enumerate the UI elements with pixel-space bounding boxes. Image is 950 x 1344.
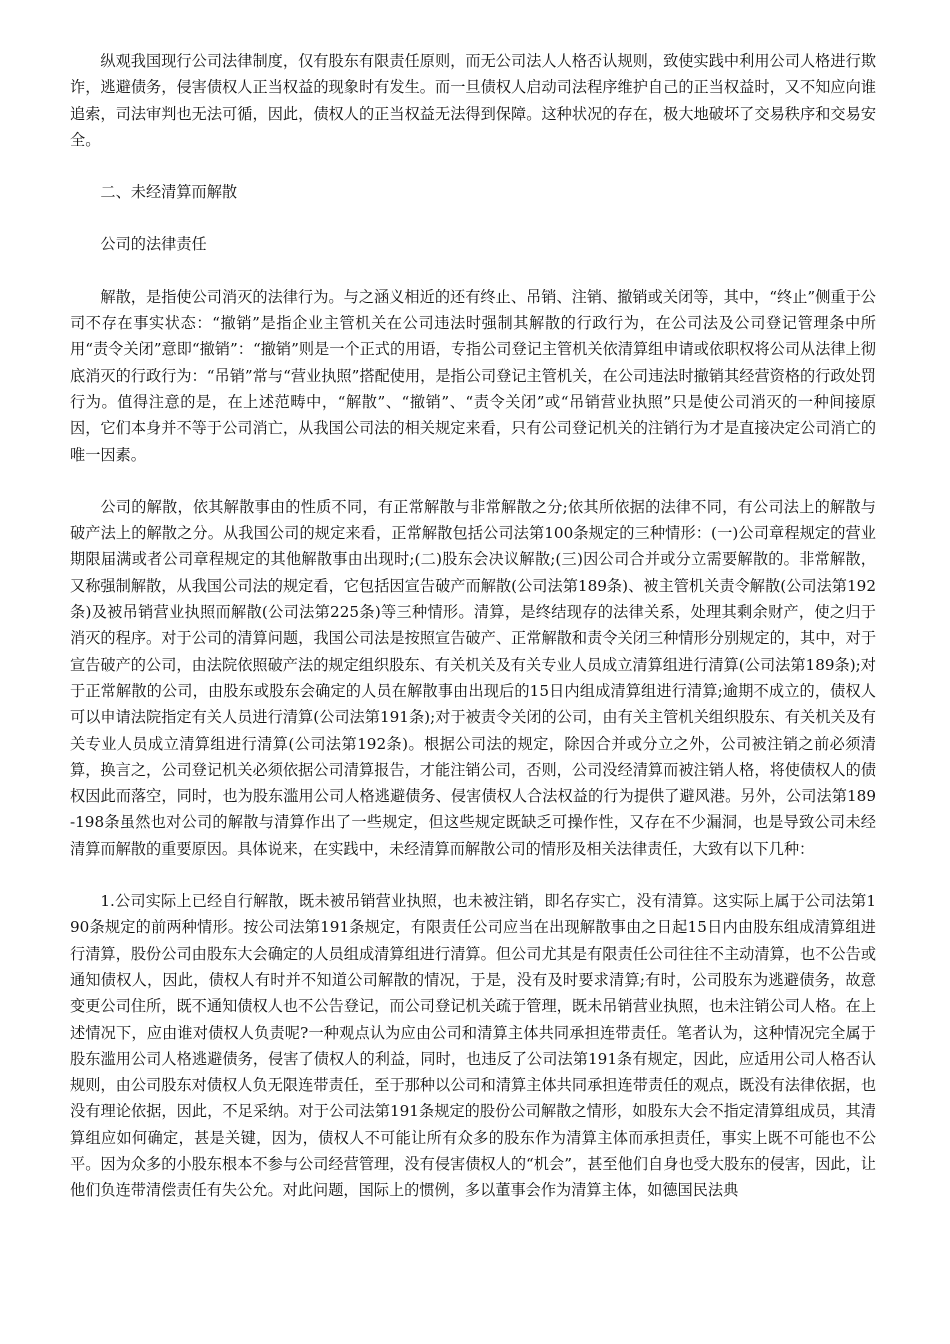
- dissolution-types-paragraph: 公司的解散，依其解散事由的性质不同，有正常解散与非常解散之分;依其所依据的法律不同，有公司法上的解散与破产法上的解散之分。从我国公司的规定来看，正常解散包括公司法第100条规定的三种情形：(一)公司章程规定的营业期限届满或者公司章程规定的其他解散事由出现时;(二)股东会决议解散;(三)因公司合并或分立需要解散的。非常解散，又称强制解散，从我国公司法的规定看，它包括因宣告破产而解散(公司法第189条)、被主管机关责令解散(公司法第192条)及被吊销营业执照而解散(公司法第225条)等三种情形。清算，是终结现存的法律关系，处理其剩余财产，使之归于消灭的程序。对于公司的清算问题，我国公司法是按照宣告破产、正常解散和责令关闭三种情形分别规定的，其中，对于宣告破产的公司，由法院依照破产法的规定组织股东、有关机关及有关专业人员成立清算组进行清算(公司法第189条);对于正常解散的公司，由股东或股东会确定的人员在解散事由出现后的15日内组成清算组进行清算;逾期不成立的，债权人可以申请法院指定有关人员进行清算(公司法第191条);对于被责令关闭的公司，由有关主管机关组织股东、有关机关及有关专业人员成立清算组进行清算(公司法第192条)。根据公司法的规定，除因合并或分立之外，公司被注销之前必须清算，换言之，公司登记机关必须依据公司清算报告，才能注销公司，否则，公司没经清算而被注销人格，将使债权人的债权因此而落空，同时，也为股东滥用公司人格逃避债务、侵害债权人合法权益的行为提供了避风港。另外，公司法第189-198条虽然也对公司的解散与清算作出了一些规定，但这些规定既缺乏可操作性，又存在不少漏洞，也是导致公司未经清算而解散的重要原因。具体说来，在实践中，未经清算而解散公司的情形及相关法律责任，大致有以下几种：: [70, 497, 876, 858]
- case-one-paragraph: 1.公司实际上已经自行解散，既未被吊销营业执照，也未被注销，即名存实亡，没有清算。这实际上属于公司法第190条规定的前两种情形。按公司法第191条规定，有限责任公司应当在出现解散事由之日起15日内由股东组成清算组进行清算，股份公司由股东大会确定的人员组成清算组进行清算。但公司尤其是有限责任公司往往不主动清算，也不公告或通知债权人，因此，债权人有时并不知道公司解散的情况，于是，没有及时要求清算;有时，公司股东为逃避债务，故意变更公司住所，既不通知债权人也不公告登记，而公司登记机关疏于管理，既未吊销营业执照，也未注销公司人格。在上述情况下，应由谁对债权人负责呢?一种观点认为应由公司和清算主体共同承担连带责任。笔者认为，这种情况完全属于股东滥用公司人格逃避债务，侵害了债权人的利益，同时，也违反了公司法第191条有规定，因此，应适用公司人格否认规则，由公司股东对债权人负无限连带责任，至于那种以公司和清算主体共同承担连带责任的观点，既没有法律依据，也没有理论依据，因此，不足采纳。对于公司法第191条规定的股份公司解散之情形，如股东大会不指定清算组成员，其清算组应如何确定，甚是关键，因为，债权人不可能让所有众多的股东作为清算主体而承担责任，事实上既不可能也不公平。因为众多的小股东根本不参与公司经营管理，没有侵害债权人的“机会”，甚至他们自身也受大股东的侵害，因此，让他们负连带清偿责任有失公允。对此问题，国际上的惯例，多以董事会作为清算主体，如德国民法典: [70, 892, 876, 1200]
- document-body: [70, 48, 876, 1230]
- intro-paragraph: 纵观我国现行公司法律制度，仅有股东有限责任原则，而无公司法人人格否认规则，致使实践中利用公司人格进行欺诈，逃避债务，侵害债权人正当权益的现象时有发生。而一旦债权人启动司法程序维护自己的正当权益时，又不知应向谁追索，司法审判也无法可循，因此，债权人的正当权益无法得到保障。这种状况的存在，极大地破坏了交易秩序和交易安全。: [70, 52, 876, 149]
- dissolution-definition-paragraph: 解散，是指使公司消灭的法律行为。与之涵义相近的还有终止、吊销、注销、撤销或关闭等，其中，“终止”侧重于公司不存在事实状态：“撤销”是指企业主管机关在公司违法时强制其解散的行政行为，在公司法及公司登记管理条中所用“责令关闭”意即“撤销”：“撤销”则是一个正式的用语，专指公司登记主管机关依清算组申请或依职权将公司从法律上彻底消灭的行政行为：“吊销”常与“营业执照”搭配使用，是指公司登记主管机关，在公司违法时撤销其经营资格的行政处罚行为。值得注意的是，在上述范畴中，“解散”、“撤销”、“责令关闭”或“吊销营业执照”只是使公司消灭的一种间接原因，它们本身并不等于公司消亡，从我国公司法的相关规定来看，只有公司登记机关的注销行为才是直接决定公司消亡的唯一因素。: [70, 287, 876, 464]
- section-heading: 二、未经清算而解散: [100, 183, 238, 202]
- subsection-heading: 公司的法律责任: [100, 235, 207, 254]
